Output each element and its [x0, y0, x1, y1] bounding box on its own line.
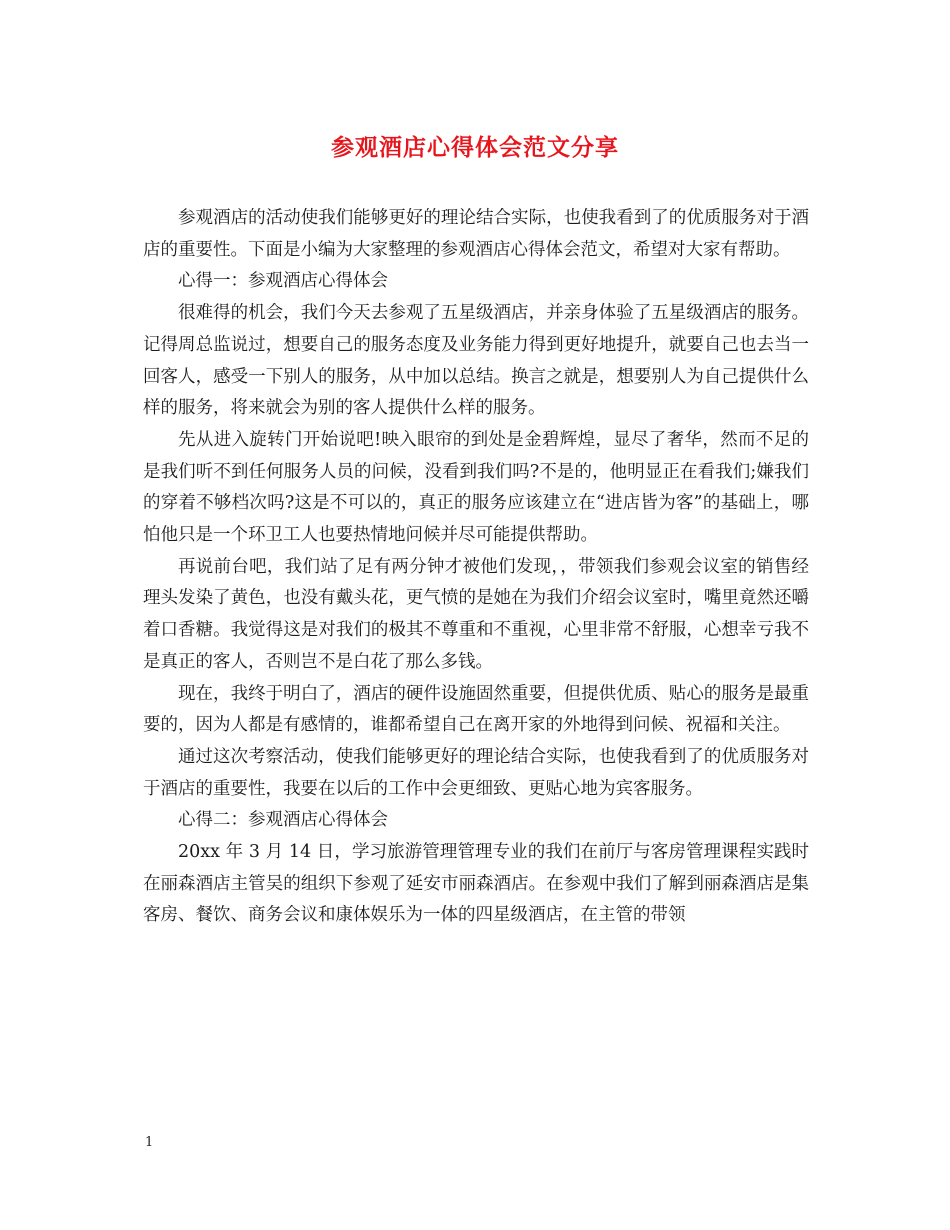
paragraph: 很难得的机会，我们今天去参观了五星级酒店，并亲身体验了五星级酒店的服务。记得周总监说过，想要自己的服务态度及业务能力得到更好地提升，就要自己也去当一回客人，感受一下别人的服务，从中加以总结。换言之就是，想要别人为自己提供什么样的服务，将来就会为别的客人提供什么样的服务。	[143, 303, 809, 419]
paragraph-intro: 参观酒店的活动使我们能够更好的理论结合实际，也使我看到了的优质服务对于酒店的重要性。下面是小编为大家整理的参观酒店心得体会范文，希望对大家有帮助。	[143, 208, 809, 260]
page-number: 1	[145, 1135, 154, 1150]
section-heading-1: 心得一：参观酒店心得体会	[178, 271, 388, 292]
section-heading-2: 心得二：参观酒店心得体会	[178, 810, 388, 831]
document-body	[143, 203, 809, 932]
paragraph: 先从进入旋转门开始说吧!映入眼帘的到处是金碧辉煌，显尽了奢华，然而不足的是我们听不到任何服务人员的问候，没看到我们吗?不是的，他明显正在看我们;嫌我们的穿着不够档次吗?这是不可以的，真正的服务应该建立在“进店皆为客”的基础上，哪怕他只是一个环卫工人也要热情地问候并尽可能提供帮助。	[143, 429, 809, 546]
paragraph: 通过这次考察活动，使我们能够更好的理论结合实际，也使我看到了的优质服务对于酒店的重要性，我要在以后的工作中会更细致、更贴心地为宾客服务。	[143, 746, 809, 799]
paragraph: 现在，我终于明白了，酒店的硬件设施固然重要，但提供优质、贴心的服务是最重要的，因为人都是有感情的，谁都希望自己在离开家的外地得到问候、祝福和关注。	[143, 683, 809, 736]
paragraph: 再说前台吧，我们站了足有两分钟才被他们发现，，带领我们参观会议室的销售经理头发染了黄色，也没有戴头花，更气愤的是她在为我们介绍会议室时，嘴里竟然还嚼着口香糖。我觉得这是对我们的极其不尊重和不重视，心里非常不舒服，心想幸亏我不是真正的客人，否则岂不是白花了那么多钱。	[143, 556, 809, 672]
paragraph: 20xx 年 3 月 14 日，学习旅游管理管理专业的我们在前厅与客房管理课程实践时在丽森酒店主管吴的组织下参观了延安市丽森酒店。在参观中我们了解到丽森酒店是集客房、餐饮、商务会议和康体娱乐为一体的四星级酒店，在主管的带领	[143, 842, 809, 926]
document-title: 参观酒店心得体会范文分享	[331, 134, 619, 161]
